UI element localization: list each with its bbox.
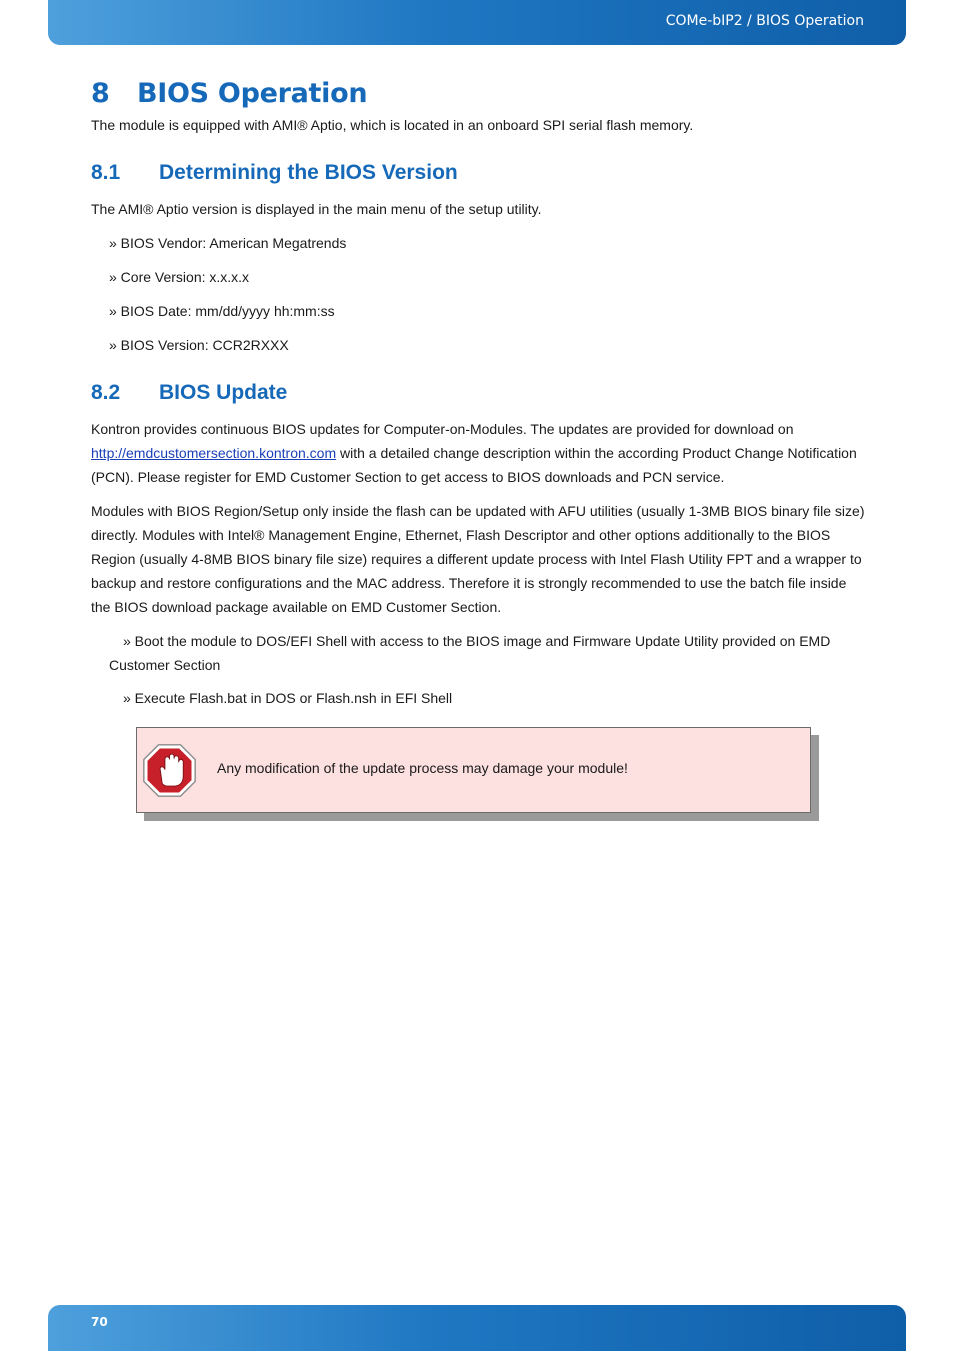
section1-intro: The AMI® Aptio version is displayed in the main menu of the setup utility. [91,201,542,217]
section2-paragraph-2: Modules with BIOS Region/Setup only inside the flash can be updated with AFU utilities (usually 1-3MB BIOS binary file size) directly. Modules with Intel® Management Engine, Ethernet, Flash Descriptor and other options additionally to the BIOS Region (usually 4-8MB BIOS binary file size) requires a different update process with Intel Flash Utility FPT and a wrapper to backup and restore configurations and the MAC address. Therefore it is strongly recommended to use the batch file inside the BIOS download package available on EMD Customer Section. [91,503,865,615]
list-item: » BIOS Vendor: American Megatrends [109,235,347,251]
header-band [48,0,906,45]
list-item: » Execute Flash.bat in DOS or Flash.nsh in EFI Shell [123,690,453,706]
header-title: COMe-bIP2 / BIOS Operation [665,13,864,29]
page-number: 70 [91,1315,108,1329]
notice-text: Any modification of the update process may damage your module! [217,760,628,776]
chapter-title [91,78,867,109]
customer-section-link[interactable]: http://emdcustomersection.kontron.com [91,445,337,461]
list-item: » Boot the module to DOS/EFI Shell with access to the BIOS image and Firmware Update Utility provided on EMD Customer Section [109,633,831,673]
stop-hand-icon [141,743,198,798]
notice-box [136,727,811,813]
paragraph-text: with a detailed change description within the according Product Change Notification (PCN). Please register for EMD Customer Section to get access to BIOS downloads and PCN service. [91,445,857,485]
section-number: 8.1 [91,161,121,184]
section-title-8-2 [91,381,867,405]
section2-paragraph-1 [91,417,867,489]
section-title-text: BIOS Update [159,381,288,404]
section-title-text: Determining the BIOS Version [159,161,458,184]
list-item: » BIOS Version: CCR2RXXX [109,337,289,353]
section-number: 8.2 [91,381,121,404]
chapter-number: 8 [91,78,110,109]
warning-notice [136,727,811,813]
page-content [91,78,867,710]
list-item: » BIOS Date: mm/dd/yyyy hh:mm:ss [109,303,335,319]
list-item: » Core Version: x.x.x.x [109,269,250,285]
footer-band [48,1305,906,1351]
paragraph-text: Kontron provides continuous BIOS updates for Computer-on-Modules. The updates are provided for download on [91,421,794,437]
chapter-intro: The module is equipped with AMI® Aptio, which is located in an onboard SPI serial flash memory. [91,117,694,133]
chapter-title-text: BIOS Operation [137,78,368,109]
section-title-8-1 [91,161,867,185]
